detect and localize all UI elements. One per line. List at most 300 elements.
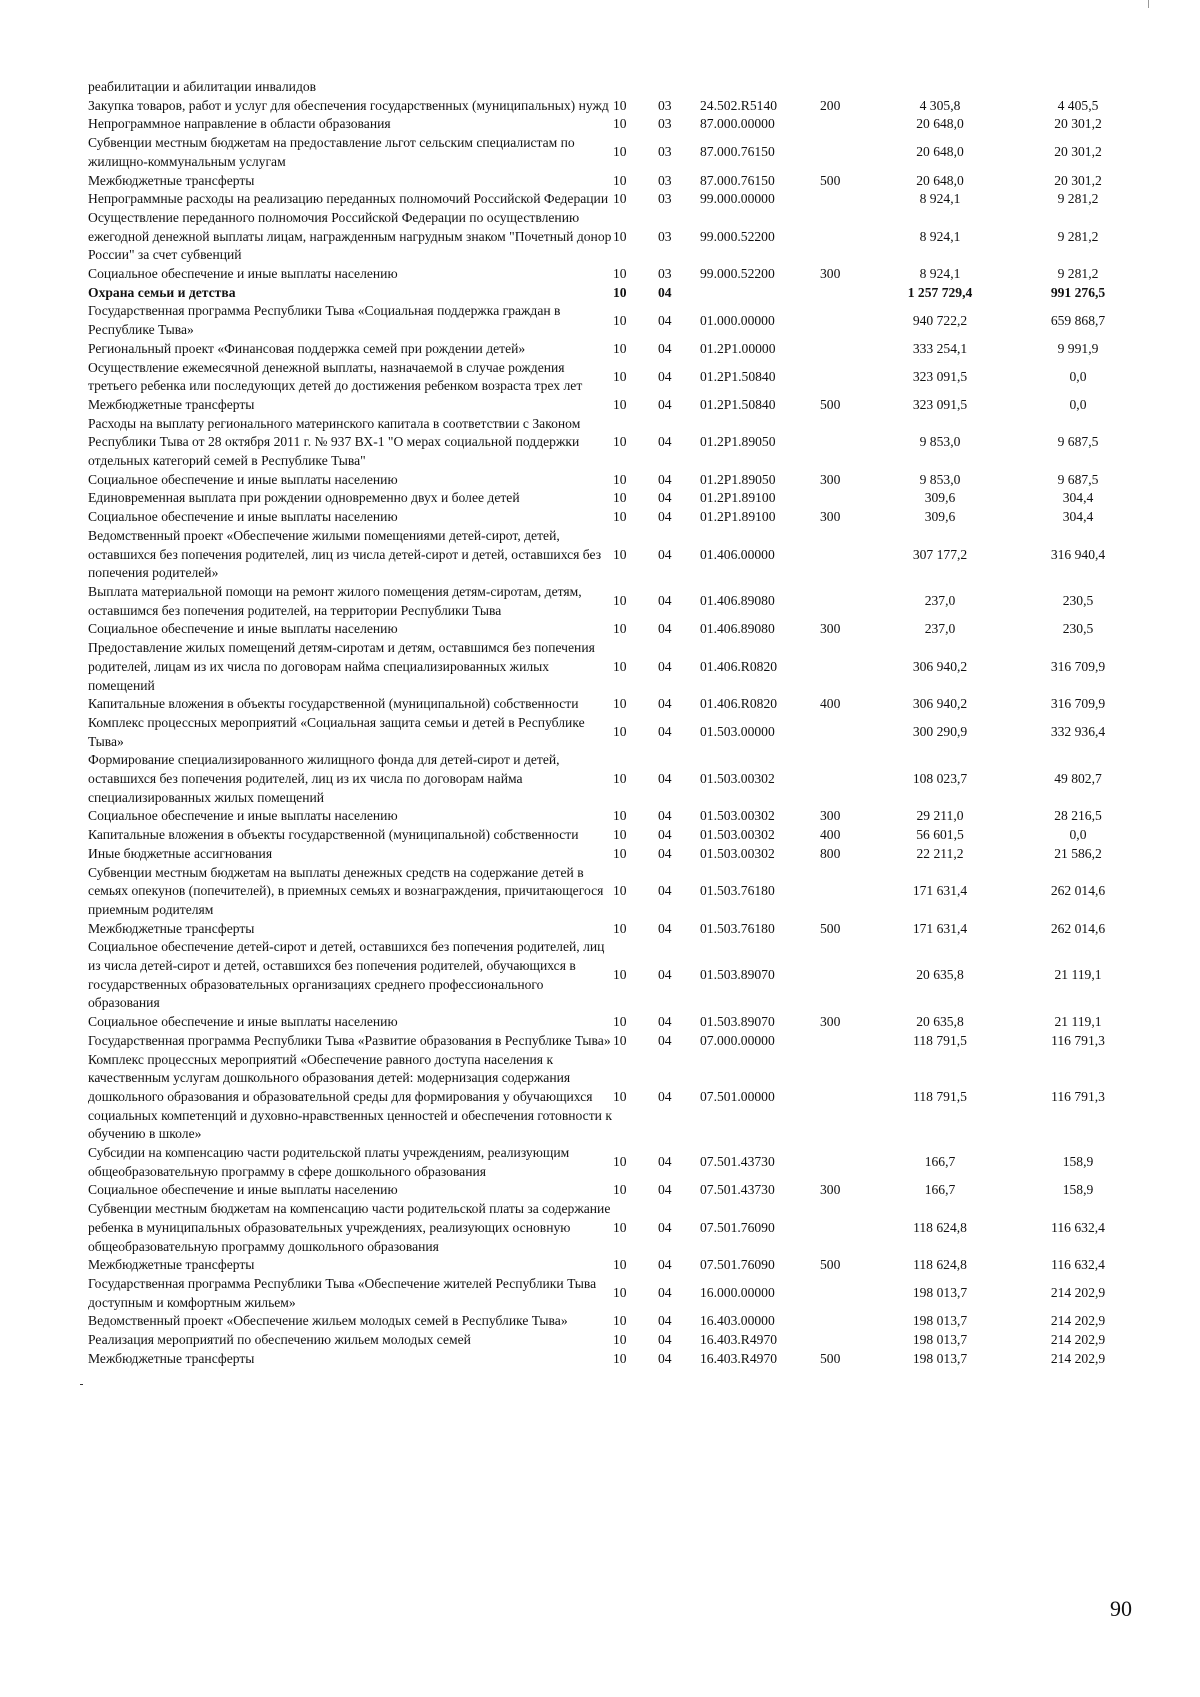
row-name: Расходы на выплату регионального материнского капитала в соответствии с Законом Республики Тыва от 28 октября 2011 г. № 937 ВХ-1 "О мерах социальной поддержки отдельных категорий семей в Республике Тыва" <box>88 415 581 469</box>
row-amount-year2: 116 632,4 <box>1051 1219 1105 1235</box>
row-amount-year1: 300 290,9 <box>912 724 968 740</box>
row-subsection: 04 <box>658 312 672 328</box>
row-name: Субсидии на компенсацию части родительской платы учреждениям, реализующим общеобразовательную программу в сфере дошкольного образования <box>88 1145 570 1179</box>
row-amount-year2: 332 936,4 <box>1050 724 1106 740</box>
row-amount-year2: 316 940,4 <box>1050 546 1106 562</box>
row-name: Осуществление переданного полномочия Российской Федерации по осуществлению ежегодной денежной выплаты лицам, награжденным нагрудным знаком "Почетный донор России" за счет субвенций <box>88 209 612 263</box>
row-expense-type <box>820 714 872 751</box>
row-subsection: 04 <box>658 771 672 787</box>
row-section: 10 <box>613 658 627 674</box>
row-expense-type: 300 <box>820 621 841 637</box>
row-expense-type: 200 <box>820 97 841 113</box>
table-row <box>88 1181 1148 1200</box>
row-amount-year1: 309,6 <box>924 509 956 525</box>
row-amount-year2: 9 991,9 <box>1057 340 1099 356</box>
row-amount-year1: 20 648,0 <box>916 116 964 132</box>
row-expense-type: 300 <box>820 509 841 525</box>
table-row <box>88 471 1148 490</box>
row-amount-year1: 4 305,8 <box>919 97 961 113</box>
row-amount-year1: 306 940,2 <box>912 658 968 674</box>
row-amount-year2: 49 802,7 <box>1054 771 1102 787</box>
row-name: Капитальные вложения в объекты государственной (муниципальной) собственности <box>88 827 579 843</box>
table-row <box>88 527 1148 583</box>
row-name: Субвенции местным бюджетам на компенсацию части родительской платы за содержание ребенка в муниципальных образовательных учреждениях, реализующих основную общеобразовательную программу дошкольного образования <box>88 1201 611 1254</box>
row-name: Комплекс процессных мероприятий «Социальная защита семьи и детей в Республике Тыва» <box>88 714 585 749</box>
row-section: 10 <box>613 593 627 609</box>
row-name: Межбюджетные трансферты <box>88 172 255 188</box>
row-subsection: 04 <box>658 1182 672 1198</box>
row-subsection: 04 <box>658 1014 672 1030</box>
row-name: Межбюджетные трансферты <box>88 1257 255 1273</box>
row-expense-type: 500 <box>820 1257 841 1273</box>
row-amount-year2: 0,0 <box>1069 368 1087 384</box>
row-expense-type <box>820 489 872 508</box>
row-amount-year1: 20 635,8 <box>916 967 964 983</box>
row-target-article: 07.501.76090 <box>700 1257 775 1273</box>
row-name: Единовременная выплата при рождении одновременно двух и более детей <box>88 490 520 506</box>
row-amount-year1: 307 177,2 <box>912 546 968 562</box>
row-amount-year2: 230,5 <box>1062 593 1094 609</box>
budget-table <box>88 78 1148 1369</box>
row-name: Выплата материальной помощи на ремонт жилого помещения детям-сиротам, детям, оставшимся без попечения родителей, на территории Республики Тыва <box>88 583 582 618</box>
row-amount-year1: 166,7 <box>924 1154 956 1170</box>
row-name: Социальное обеспечение и иные выплаты населению <box>88 808 398 824</box>
row-name: Охрана семьи и детства <box>88 284 236 300</box>
row-section: 10 <box>613 266 627 282</box>
row-expense-type <box>820 751 872 807</box>
row-target-article: 01.406.R0820 <box>700 696 778 712</box>
row-expense-type <box>820 1200 872 1256</box>
table-row <box>88 1331 1148 1350</box>
page-number: 90 <box>1110 1596 1132 1621</box>
row-amount-year2: 262 014,6 <box>1050 883 1106 899</box>
row-amount-year2: 0,0 <box>1069 827 1087 843</box>
row-target-article: 07.501.00000 <box>700 1088 775 1104</box>
row-amount-year1 <box>872 78 1008 97</box>
row-amount-year1: 8 924,1 <box>919 191 961 207</box>
row-target-article <box>700 284 820 303</box>
row-section: 10 <box>613 1257 627 1273</box>
row-amount-year1: 237,0 <box>924 593 956 609</box>
row-amount-year2: 991 276,5 <box>1050 284 1106 300</box>
row-amount-year2: 9 281,2 <box>1057 266 1099 282</box>
row-subsection: 04 <box>658 883 672 899</box>
row-target-article: 01.503.00302 <box>700 808 775 824</box>
row-amount-year1: 20 648,0 <box>916 172 964 188</box>
row-amount-year2: 116 632,4 <box>1051 1257 1105 1273</box>
row-target-article: 07.501.43730 <box>700 1182 775 1198</box>
row-name: Непрограммное направление в области образования <box>88 116 391 132</box>
row-amount-year2: 116 791,3 <box>1051 1088 1105 1104</box>
row-name: Субвенции местным бюджетам на предоставление льгот сельским специалистам по жилищно-коммунальным услугам <box>88 135 575 169</box>
row-target-article: 01.2P1.89100 <box>700 509 776 525</box>
row-expense-type <box>820 134 872 171</box>
row-amount-year2: 9 281,2 <box>1057 191 1099 207</box>
table-row <box>88 340 1148 359</box>
row-name: Иные бюджетные ассигнования <box>88 845 273 861</box>
row-target-article: 01.503.00302 <box>700 771 775 787</box>
table-row <box>88 1032 1148 1051</box>
row-amount-year2: 20 301,2 <box>1054 116 1102 132</box>
row-amount-year1: 309,6 <box>924 490 956 506</box>
row-target-article: 01.503.89070 <box>700 1014 775 1030</box>
row-subsection: 04 <box>658 593 672 609</box>
row-name: Государственная программа Республики Тыва «Обеспечение жителей Республики Тыва доступным и комфортным жильем» <box>88 1276 597 1310</box>
row-subsection: 04 <box>658 1088 672 1104</box>
row-amount-year2: 9 281,2 <box>1057 228 1099 244</box>
row-amount-year2: 304,4 <box>1062 490 1094 506</box>
row-expense-type <box>820 78 872 97</box>
row-subsection: 04 <box>658 1257 672 1273</box>
table-row <box>88 751 1148 807</box>
row-target-article: 16.000.00000 <box>700 1285 775 1301</box>
row-name: Государственная программа Республики Тыва «Развитие образования в Республике Тыва» <box>88 1032 611 1048</box>
row-expense-type: 300 <box>820 808 841 824</box>
table-row <box>88 508 1148 527</box>
row-target-article: 01.406.89080 <box>700 593 775 609</box>
row-section <box>613 78 658 97</box>
row-expense-type <box>820 415 872 471</box>
row-subsection: 04 <box>658 284 672 300</box>
table-row <box>88 826 1148 845</box>
row-section: 10 <box>613 434 627 450</box>
row-amount-year2: 316 709,9 <box>1050 696 1106 712</box>
row-amount-year2: 116 791,3 <box>1051 1032 1105 1048</box>
table-row <box>88 845 1148 864</box>
row-section: 10 <box>613 490 627 506</box>
row-section: 10 <box>613 808 627 824</box>
row-amount-year1: 940 722,2 <box>912 312 968 328</box>
row-name: Межбюджетные трансферты <box>88 920 255 936</box>
row-amount-year1: 171 631,4 <box>912 920 968 936</box>
table-row <box>88 97 1148 116</box>
row-expense-type <box>820 864 872 920</box>
table-row <box>88 1013 1148 1032</box>
row-target-article: 01.2P1.89050 <box>700 471 776 487</box>
row-section: 10 <box>613 228 627 244</box>
row-section: 10 <box>613 144 627 160</box>
row-amount-year1: 56 601,5 <box>916 827 964 843</box>
row-subsection: 04 <box>658 967 672 983</box>
row-amount-year1: 323 091,5 <box>912 368 968 384</box>
row-subsection: 04 <box>658 696 672 712</box>
row-amount-year2: 9 687,5 <box>1057 471 1099 487</box>
row-section: 10 <box>613 883 627 899</box>
table-row <box>88 115 1148 134</box>
row-subsection: 04 <box>658 827 672 843</box>
table-row <box>88 489 1148 508</box>
row-amount-year1: 118 791,5 <box>913 1032 967 1048</box>
row-amount-year2: 28 216,5 <box>1054 808 1102 824</box>
row-expense-type: 800 <box>820 845 841 861</box>
row-target-article: 24.502.R5140 <box>700 97 778 113</box>
table-row <box>88 583 1148 620</box>
row-target-article: 87.000.76150 <box>700 144 775 160</box>
row-amount-year1: 118 624,8 <box>913 1257 967 1273</box>
row-target-article: 01.503.00302 <box>700 827 775 843</box>
row-subsection: 04 <box>658 845 672 861</box>
row-target-article: 99.000.52200 <box>700 266 775 282</box>
row-target-article: 16.403.R4970 <box>700 1332 778 1348</box>
row-amount-year1: 306 940,2 <box>912 696 968 712</box>
row-amount-year2: 20 301,2 <box>1054 144 1102 160</box>
row-expense-type: 300 <box>820 266 841 282</box>
table-row <box>88 359 1148 396</box>
row-expense-type <box>820 583 872 620</box>
row-expense-type <box>820 938 872 1013</box>
row-section: 10 <box>613 368 627 384</box>
row-subsection: 03 <box>658 191 672 207</box>
row-expense-type: 300 <box>820 1182 841 1198</box>
row-expense-type: 400 <box>820 827 841 843</box>
table-row <box>88 938 1148 1013</box>
row-name: Формирование специализированного жилищного фонда для детей-сирот и детей, оставшихся без попечения родителей, лиц из их числа по договорам найма специализированных жилых помещений <box>88 752 560 805</box>
row-name: Субвенции местным бюджетам на выплаты денежных средств на содержание детей в семьях опекунов (попечителей), в приемных семьях и вознаграждения, причитающегося приемным родителям <box>88 864 604 917</box>
row-amount-year1: 166,7 <box>924 1182 956 1198</box>
row-amount-year1: 118 791,5 <box>913 1088 967 1104</box>
row-subsection: 04 <box>658 1285 672 1301</box>
row-subsection: 04 <box>658 1032 672 1048</box>
row-amount-year2: 158,9 <box>1062 1154 1094 1170</box>
row-target-article: 07.000.00000 <box>700 1032 775 1048</box>
table-row <box>88 920 1148 939</box>
row-section: 10 <box>613 967 627 983</box>
row-section: 10 <box>613 172 627 188</box>
row-expense-type <box>820 302 872 339</box>
row-subsection: 03 <box>658 228 672 244</box>
row-name: Социальное обеспечение и иные выплаты населению <box>88 471 398 487</box>
row-section: 10 <box>613 340 627 356</box>
row-section: 10 <box>613 546 627 562</box>
row-target-article: 87.000.00000 <box>700 116 775 132</box>
row-name: Ведомственный проект «Обеспечение жилыми помещениями детей-сирот, детей, оставшихся без попечения родителей, лиц из числа детей-сирот и детей, оставшихся без попечения родителей» <box>88 527 602 581</box>
row-target-article: 01.2P1.00000 <box>700 340 776 356</box>
row-expense-type <box>820 1032 872 1051</box>
row-subsection: 03 <box>658 266 672 282</box>
row-amount-year1: 20 648,0 <box>916 144 964 160</box>
row-name: Государственная программа Республики Тыва «Социальная поддержка граждан в Республике Тыва» <box>88 303 561 338</box>
row-amount-year1: 237,0 <box>924 621 956 637</box>
row-section: 10 <box>613 116 627 132</box>
row-amount-year1: 323 091,5 <box>912 396 968 412</box>
row-target-article <box>700 78 820 97</box>
row-amount-year2: 214 202,9 <box>1050 1285 1106 1301</box>
row-subsection: 03 <box>658 97 672 113</box>
row-amount-year1: 22 211,2 <box>916 845 964 861</box>
row-subsection: 04 <box>658 434 672 450</box>
row-name: Социальное обеспечение и иные выплаты населению <box>88 266 398 282</box>
row-amount-year1: 198 013,7 <box>912 1350 968 1366</box>
row-target-article: 07.501.43730 <box>700 1154 775 1170</box>
row-name: Комплекс процессных мероприятий «Обеспечение равного доступа населения к качественным услугам дошкольного образования детей: модернизация содержания дошкольного образования и образовательной среды для формирования у обучающихся социальных компетенций и духовно-нравственных ценностей и обеспечения готовности к обучению в школе» <box>88 1051 612 1142</box>
row-expense-type <box>820 209 872 265</box>
row-amount-year2 <box>1008 78 1148 97</box>
row-section: 10 <box>613 1182 627 1198</box>
row-section: 10 <box>613 1088 627 1104</box>
row-subsection: 04 <box>658 1154 672 1170</box>
row-amount-year2: 4 405,5 <box>1057 97 1099 113</box>
row-amount-year1: 9 853,0 <box>919 434 961 450</box>
row-subsection: 04 <box>658 471 672 487</box>
row-subsection: 04 <box>658 340 672 356</box>
row-section: 10 <box>613 1014 627 1030</box>
row-target-article: 01.503.89070 <box>700 967 775 983</box>
row-name: Межбюджетные трансферты <box>88 396 255 412</box>
table-row <box>88 415 1148 471</box>
table-row <box>88 1200 1148 1256</box>
row-name: Социальное обеспечение детей-сирот и детей, оставшихся без попечения родителей, лиц из числа детей-сирот и детей, оставшихся без попечения родителей, обучающихся в государственных образовательных организациях среднего профессионального образования <box>88 939 605 1011</box>
row-target-article: 99.000.00000 <box>700 191 775 207</box>
table-row <box>88 302 1148 339</box>
row-expense-type <box>820 190 872 209</box>
row-amount-year2: 21 119,1 <box>1054 1014 1102 1030</box>
row-subsection: 04 <box>658 920 672 936</box>
row-section: 10 <box>613 621 627 637</box>
table-row <box>88 209 1148 265</box>
row-name: Региональный проект «Финансовая поддержка семей при рождении детей» <box>88 340 526 356</box>
row-expense-type <box>820 1275 872 1312</box>
row-name: Осуществление ежемесячной денежной выплаты, назначаемой в случае рождения третьего ребенка или последующих детей до достижения ребенком возраста трех лет <box>88 359 583 394</box>
row-amount-year1: 171 631,4 <box>912 883 968 899</box>
row-name: Социальное обеспечение и иные выплаты населению <box>88 621 398 637</box>
row-expense-type <box>820 1051 872 1145</box>
row-subsection: 04 <box>658 1313 672 1329</box>
row-subsection: 04 <box>658 621 672 637</box>
row-expense-type <box>820 527 872 583</box>
row-amount-year2: 9 687,5 <box>1057 434 1099 450</box>
row-target-article: 01.2P1.50840 <box>700 368 776 384</box>
scan-speck <box>80 1384 83 1385</box>
row-target-article: 01.503.76180 <box>700 883 775 899</box>
row-amount-year1: 198 013,7 <box>912 1313 968 1329</box>
row-subsection: 04 <box>658 368 672 384</box>
row-name: Закупка товаров, работ и услуг для обеспечения государственных (муниципальных) нужд <box>88 97 609 113</box>
table-row <box>88 695 1148 714</box>
row-expense-type <box>820 284 872 303</box>
row-subsection: 04 <box>658 808 672 824</box>
row-target-article: 01.2P1.89100 <box>700 490 776 506</box>
row-target-article: 99.000.52200 <box>700 228 775 244</box>
row-amount-year2: 214 202,9 <box>1050 1313 1106 1329</box>
row-name: Предоставление жилых помещений детям-сиротам и детям, оставшимся без попечения родителей, лицам из их числа по договорам найма специализированных жилых помещений <box>88 640 595 693</box>
row-expense-type: 300 <box>820 1014 841 1030</box>
row-amount-year1: 29 211,0 <box>916 808 964 824</box>
row-section: 10 <box>613 920 627 936</box>
row-amount-year1: 118 624,8 <box>913 1219 967 1235</box>
row-name: реабилитации и абилитации инвалидов <box>88 79 317 94</box>
table-row <box>88 265 1148 284</box>
row-expense-type <box>820 359 872 396</box>
row-target-article: 01.2P1.50840 <box>700 396 776 412</box>
row-section: 10 <box>613 771 627 787</box>
row-target-article: 01.406.R0820 <box>700 658 778 674</box>
row-section: 10 <box>613 827 627 843</box>
row-section: 10 <box>613 284 627 300</box>
row-subsection: 04 <box>658 490 672 506</box>
table-row <box>88 1312 1148 1331</box>
row-section: 10 <box>613 845 627 861</box>
table-row <box>88 190 1148 209</box>
table-row <box>88 284 1148 303</box>
row-target-article: 87.000.76150 <box>700 172 775 188</box>
row-expense-type <box>820 1312 872 1331</box>
table-row <box>88 620 1148 639</box>
row-subsection: 04 <box>658 396 672 412</box>
row-target-article: 01.503.76180 <box>700 920 775 936</box>
table-row <box>88 78 1148 97</box>
row-subsection: 03 <box>658 144 672 160</box>
row-expense-type: 300 <box>820 471 841 487</box>
row-target-article: 01.406.89080 <box>700 621 775 637</box>
row-target-article: 16.403.R4970 <box>700 1350 778 1366</box>
row-section: 10 <box>613 471 627 487</box>
row-section: 10 <box>613 1219 627 1235</box>
row-amount-year2: 316 709,9 <box>1050 658 1106 674</box>
row-expense-type: 400 <box>820 696 841 712</box>
table-row <box>88 864 1148 920</box>
scan-edge-mark <box>1148 0 1149 8</box>
table-row <box>88 134 1148 171</box>
row-amount-year1: 8 924,1 <box>919 228 961 244</box>
row-target-article: 01.503.00302 <box>700 845 775 861</box>
row-amount-year1: 8 924,1 <box>919 266 961 282</box>
row-amount-year2: 0,0 <box>1069 396 1087 412</box>
row-amount-year1: 1 257 729,4 <box>907 284 973 300</box>
row-amount-year1: 108 023,7 <box>912 771 968 787</box>
row-section: 10 <box>613 1032 627 1048</box>
table-row <box>88 714 1148 751</box>
row-target-article: 07.501.76090 <box>700 1219 775 1235</box>
row-amount-year2: 20 301,2 <box>1054 172 1102 188</box>
row-amount-year2: 230,5 <box>1062 621 1094 637</box>
row-section: 10 <box>613 1154 627 1170</box>
row-section: 10 <box>613 1285 627 1301</box>
row-amount-year2: 262 014,6 <box>1050 920 1106 936</box>
row-section: 10 <box>613 191 627 207</box>
row-subsection <box>658 78 700 97</box>
row-expense-type <box>820 1331 872 1350</box>
row-name: Ведомственный проект «Обеспечение жильем молодых семей в Республике Тыва» <box>88 1313 568 1329</box>
row-subsection: 04 <box>658 724 672 740</box>
row-expense-type: 500 <box>820 172 841 188</box>
table-row <box>88 396 1148 415</box>
row-section: 10 <box>613 724 627 740</box>
row-amount-year1: 333 254,1 <box>912 340 968 356</box>
row-name: Социальное обеспечение и иные выплаты населению <box>88 509 398 525</box>
table-row <box>88 639 1148 695</box>
row-target-article: 01.503.00000 <box>700 724 775 740</box>
row-name: Социальное обеспечение и иные выплаты населению <box>88 1182 398 1198</box>
table-row <box>88 1350 1148 1369</box>
row-expense-type: 500 <box>820 1350 841 1366</box>
row-name: Капитальные вложения в объекты государственной (муниципальной) собственности <box>88 696 579 712</box>
table-row <box>88 172 1148 191</box>
row-section: 10 <box>613 396 627 412</box>
table-row <box>88 1051 1148 1145</box>
row-expense-type <box>820 115 872 134</box>
row-target-article: 01.406.00000 <box>700 546 775 562</box>
row-subsection: 04 <box>658 1332 672 1348</box>
row-expense-type <box>820 1144 872 1181</box>
row-amount-year1: 198 013,7 <box>912 1332 968 1348</box>
row-expense-type <box>820 639 872 695</box>
row-name: Межбюджетные трансферты <box>88 1350 255 1366</box>
row-amount-year2: 158,9 <box>1062 1182 1094 1198</box>
row-name: Социальное обеспечение и иные выплаты населению <box>88 1014 398 1030</box>
row-amount-year2: 214 202,9 <box>1050 1332 1106 1348</box>
row-section: 10 <box>613 1332 627 1348</box>
row-amount-year2: 214 202,9 <box>1050 1350 1106 1366</box>
